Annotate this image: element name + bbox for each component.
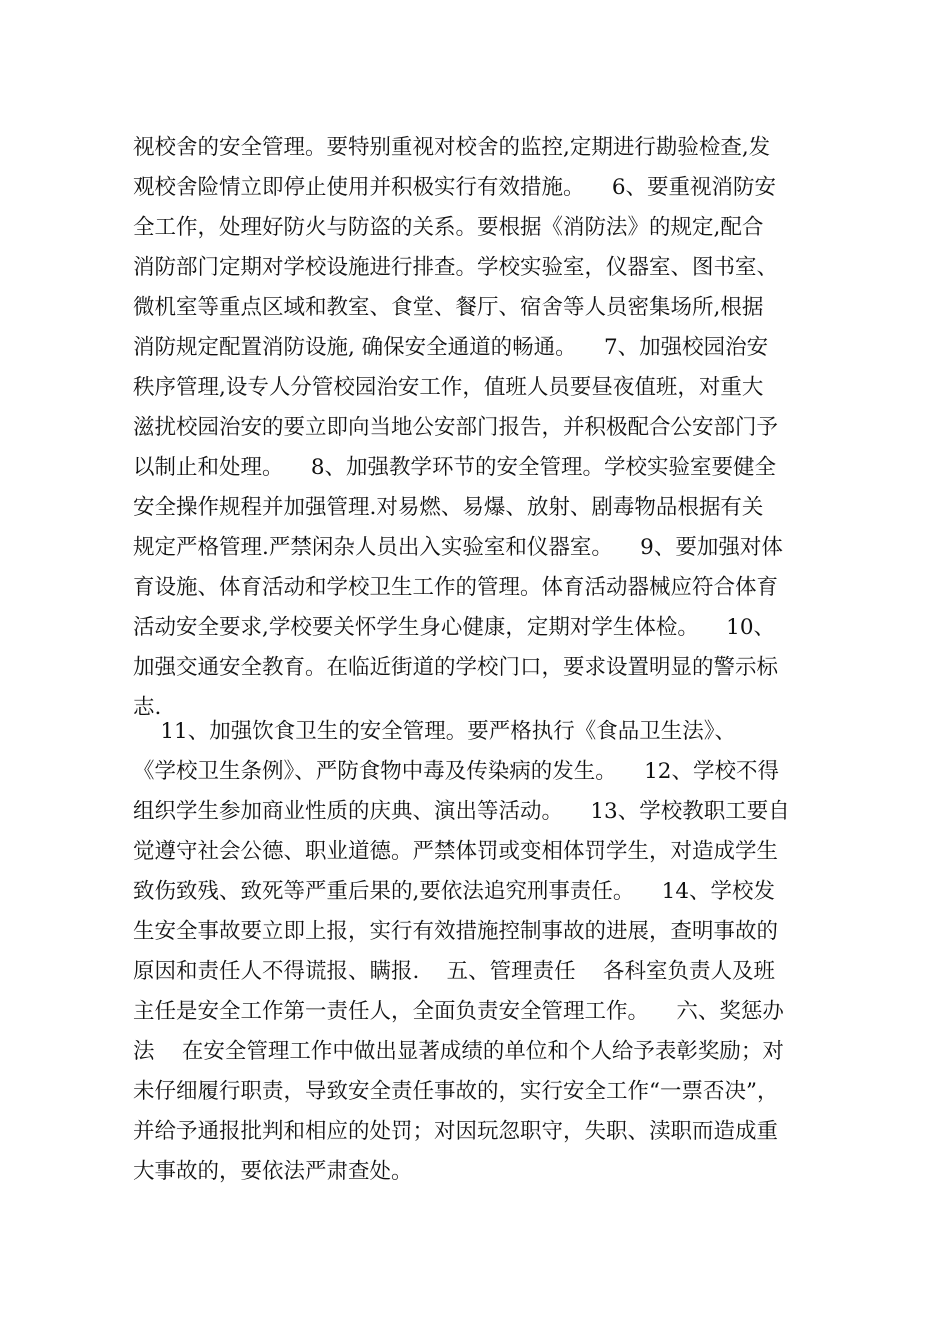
text-line: 滋扰校园治安的要立即向当地公安部门报告，并积极配合公安部门予 xyxy=(133,415,779,440)
text-line: 主任是安全工作第一责任人，全面负责安全管理工作。 六、奖惩办 xyxy=(133,999,784,1024)
text-line: 微机室等重点区域和教室、食堂、餐厅、宿舍等人员密集场所,根据 xyxy=(133,295,764,320)
text-line: 觉遵守社会公德、职业道德。严禁体罚或变相体罚学生，对造成学生 xyxy=(133,839,779,864)
text-line: 消防规定配置消防设施, 确保安全通道的畅通。 7、加强校园治安 xyxy=(133,335,769,360)
text-line: 活动安全要求,学校要关怀学生身心健康，定期对学生体检。 10、 xyxy=(133,615,776,640)
paragraph-1 xyxy=(133,128,823,728)
text-line: 未仔细履行职责，导致安全责任事故的，实行安全工作“一票否决”， xyxy=(133,1079,779,1104)
text-line: 志. xyxy=(133,695,162,720)
text-line: 观校舍险情立即停止使用并积极实行有效措施。 6、要重视消防安 xyxy=(133,175,777,200)
text-line: 原因和责任人不得谎报、瞒报. 五、管理责任 各科室负责人及班 xyxy=(133,959,776,984)
text-line: 全工作，处理好防火与防盗的关系。要根据《消防法》的规定,配合 xyxy=(133,215,764,240)
text-line: 大事故的，要依法严肃查处。 xyxy=(133,1159,413,1184)
text-line: 育设施、体育活动和学校卫生工作的管理。体育活动器械应符合体育 xyxy=(133,575,779,600)
text-line: 以制止和处理。 8、加强教学环节的安全管理。学校实验室要健全 xyxy=(133,455,777,480)
text-line: 并给予通报批判和相应的处罚；对因玩忽职守，失职、渎职而造成重 xyxy=(133,1119,779,1144)
text-line: 安全操作规程并加强管理.对易燃、易爆、放射、剧毒物品根据有关 xyxy=(133,495,764,520)
text-line: 生安全事故要立即上报，实行有效措施控制事故的进展，查明事故的 xyxy=(133,919,779,944)
text-line: 11、加强饮食卫生的安全管理。要严格执行《食品卫生法》、 xyxy=(133,719,736,744)
text-line: 加强交通安全教育。在临近街道的学校门口，要求设置明显的警示标 xyxy=(133,655,779,680)
text-line: 《学校卫生条例》、严防食物中毒及传染病的发生。 12、学校不得 xyxy=(133,759,779,784)
text-line: 消防部门定期对学校设施进行排查。学校实验室，仪器室、图书室、 xyxy=(133,255,779,280)
text-line: 组织学生参加商业性质的庆典、演出等活动。 13、学校教职工要自 xyxy=(133,799,790,824)
text-line: 视校舍的安全管理。要特别重视对校舍的监控,定期进行勘验检查,发 xyxy=(133,135,771,160)
text-line: 法 在安全管理工作中做出显著成绩的单位和个人给予表彰奖励；对 xyxy=(133,1039,784,1064)
text-line: 致伤致残、致死等严重后果的,要依法追究刑事责任。 14、学校发 xyxy=(133,879,776,904)
text-line: 规定严格管理.严禁闲杂人员出入实验室和仪器室。 9、要加强对体 xyxy=(133,535,783,560)
paragraph-2 xyxy=(133,712,823,1192)
text-line: 秩序管理,设专人分管校园治安工作，值班人员要昼夜值班，对重大 xyxy=(133,375,764,400)
